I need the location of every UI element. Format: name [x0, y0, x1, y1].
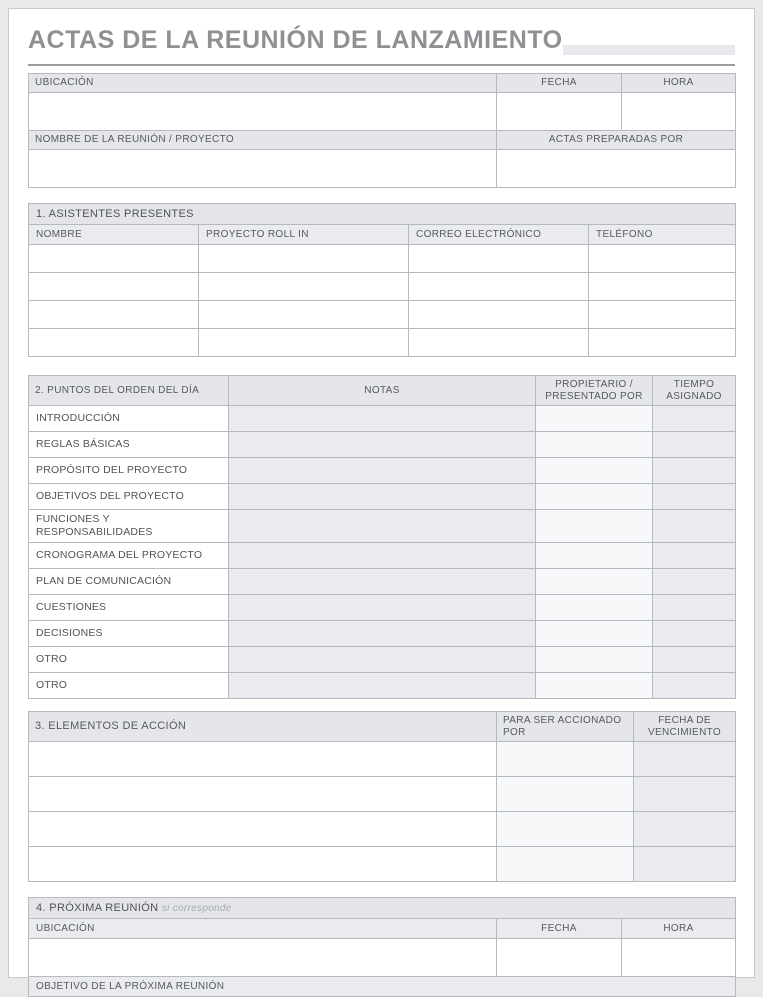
agenda-time-field[interactable] [653, 484, 736, 510]
attendee-row [29, 301, 736, 329]
attendee-name-field[interactable] [29, 245, 199, 273]
action-due-date-field[interactable] [634, 847, 736, 882]
agenda-row [29, 673, 736, 699]
agenda-owner-field[interactable] [536, 595, 653, 621]
date-field[interactable] [497, 93, 622, 131]
meeting-name-header: NOMBRE DE LA REUNIÓN / PROYECTO [29, 131, 497, 150]
agenda-time-field[interactable] [653, 673, 736, 699]
agenda-row [29, 569, 736, 595]
agenda-time-field[interactable] [653, 621, 736, 647]
agenda-time-field[interactable] [653, 432, 736, 458]
attendee-project-field[interactable] [199, 301, 409, 329]
attendee-row [29, 273, 736, 301]
next-meeting-section-title [29, 898, 736, 919]
agenda-row [29, 543, 736, 569]
agenda-item-label: OBJETIVOS DEL PROYECTO [29, 484, 229, 510]
page-title: ACTAS DE LA REUNIÓN DE LANZAMIENTO [28, 26, 563, 54]
agenda-notes-field[interactable] [229, 647, 536, 673]
agenda-item-label: INTRODUCCIÓN [29, 406, 229, 432]
agenda-notes-field[interactable] [229, 510, 536, 543]
header-corner-box [563, 45, 735, 55]
attendees-project-header: PROYECTO ROLL IN [199, 225, 409, 245]
agenda-item-label: OTRO [29, 673, 229, 699]
agenda-notes-field[interactable] [229, 595, 536, 621]
agenda-time-field[interactable] [653, 458, 736, 484]
agenda-item-label: FUNCIONES Y RESPONSABILIDADES [29, 510, 229, 543]
agenda-row [29, 432, 736, 458]
agenda-item-label: PLAN DE COMUNICACIÓN [29, 569, 229, 595]
next-meeting-note: si corresponde [161, 903, 232, 914]
location-field[interactable] [29, 93, 497, 131]
agenda-row [29, 647, 736, 673]
action-item-row [29, 812, 736, 847]
action-owner-field[interactable] [497, 742, 634, 777]
action-item-row [29, 742, 736, 777]
agenda-section-title: 2. PUNTOS DEL ORDEN DEL DÍA [29, 376, 229, 406]
agenda-row [29, 458, 736, 484]
agenda-item-label: CUESTIONES [29, 595, 229, 621]
agenda-time-field[interactable] [653, 569, 736, 595]
action-owner-field[interactable] [497, 847, 634, 882]
agenda-row [29, 621, 736, 647]
attendee-email-field[interactable] [409, 301, 589, 329]
action-owner-field[interactable] [497, 812, 634, 847]
attendee-email-field[interactable] [409, 245, 589, 273]
agenda-owner-field[interactable] [536, 543, 653, 569]
attendee-phone-field[interactable] [589, 301, 736, 329]
agenda-time-field[interactable] [653, 647, 736, 673]
action-due-date-field[interactable] [634, 742, 736, 777]
attendee-name-field[interactable] [29, 329, 199, 357]
actions-due-header: FECHA DE VENCIMIENTO [634, 712, 736, 742]
meeting-info-table [28, 73, 736, 188]
attendees-email-header: CORREO ELECTRÓNICO [409, 225, 589, 245]
agenda-owner-field[interactable] [536, 458, 653, 484]
agenda-item-label: REGLAS BÁSICAS [29, 432, 229, 458]
agenda-table [28, 375, 736, 699]
attendee-phone-field[interactable] [589, 329, 736, 357]
action-item-row [29, 777, 736, 812]
action-description-field[interactable] [29, 812, 497, 847]
action-description-field[interactable] [29, 847, 497, 882]
time-field[interactable] [622, 93, 736, 131]
action-due-date-field[interactable] [634, 812, 736, 847]
agenda-notes-field[interactable] [229, 673, 536, 699]
action-description-field[interactable] [29, 777, 497, 812]
action-due-date-field[interactable] [634, 777, 736, 812]
time-header: HORA [622, 74, 736, 93]
attendee-email-field[interactable] [409, 329, 589, 357]
next-time-header: HORA [622, 919, 736, 939]
attendees-phone-header: TELÉFONO [589, 225, 736, 245]
attendee-project-field[interactable] [199, 245, 409, 273]
agenda-notes-field[interactable] [229, 569, 536, 595]
agenda-time-field[interactable] [653, 406, 736, 432]
agenda-owner-field[interactable] [536, 647, 653, 673]
document-header [28, 25, 735, 66]
attendee-name-field[interactable] [29, 301, 199, 329]
action-owner-field[interactable] [497, 777, 634, 812]
agenda-time-field[interactable] [653, 510, 736, 543]
agenda-item-label: DECISIONES [29, 621, 229, 647]
attendee-row [29, 245, 736, 273]
action-description-field[interactable] [29, 742, 497, 777]
agenda-notes-header: NOTAS [229, 376, 536, 406]
attendee-name-field[interactable] [29, 273, 199, 301]
agenda-time-header: TIEMPO ASIGNADO [653, 376, 736, 406]
attendee-project-field[interactable] [199, 329, 409, 357]
actions-owner-header: PARA SER ACCIONADO POR [497, 712, 634, 742]
next-date-field[interactable] [497, 939, 622, 977]
agenda-time-field[interactable] [653, 595, 736, 621]
next-objective-header: OBJETIVO DE LA PRÓXIMA REUNIÓN [29, 977, 736, 997]
actions-section-title: 3. ELEMENTOS DE ACCIÓN [29, 712, 497, 742]
next-date-header: FECHA [497, 919, 622, 939]
action-item-row [29, 847, 736, 882]
agenda-row [29, 595, 736, 621]
agenda-row [29, 510, 736, 543]
agenda-notes-field[interactable] [229, 432, 536, 458]
agenda-notes-field[interactable] [229, 406, 536, 432]
prepared-by-header: ACTAS PREPARADAS POR [497, 131, 736, 150]
agenda-owner-header: PROPIETARIO / PRESENTADO POR [536, 376, 653, 406]
next-time-field[interactable] [622, 939, 736, 977]
prepared-by-field[interactable] [497, 150, 736, 188]
agenda-owner-field[interactable] [536, 673, 653, 699]
attendee-phone-field[interactable] [589, 245, 736, 273]
attendees-table [28, 203, 736, 357]
agenda-item-label: OTRO [29, 647, 229, 673]
next-meeting-table [28, 897, 736, 997]
next-location-header: UBICACIÓN [29, 919, 497, 939]
agenda-owner-field[interactable] [536, 510, 653, 543]
document-page [8, 8, 755, 992]
attendees-name-header: NOMBRE [29, 225, 199, 245]
attendee-row [29, 329, 736, 357]
date-header: FECHA [497, 74, 622, 93]
agenda-notes-field[interactable] [229, 458, 536, 484]
agenda-notes-field[interactable] [229, 543, 536, 569]
next-meeting-title-text: 4. PRÓXIMA REUNIÓN [36, 902, 159, 914]
meeting-name-field[interactable] [29, 150, 497, 188]
next-location-field[interactable] [29, 939, 497, 977]
agenda-item-label: CRONOGRAMA DEL PROYECTO [29, 543, 229, 569]
attendee-email-field[interactable] [409, 273, 589, 301]
agenda-owner-field[interactable] [536, 621, 653, 647]
agenda-time-field[interactable] [653, 543, 736, 569]
agenda-owner-field[interactable] [536, 432, 653, 458]
location-header: UBICACIÓN [29, 74, 497, 93]
agenda-row [29, 484, 736, 510]
agenda-owner-field[interactable] [536, 406, 653, 432]
agenda-item-label: PROPÓSITO DEL PROYECTO [29, 458, 229, 484]
agenda-notes-field[interactable] [229, 621, 536, 647]
action-items-table [28, 711, 736, 882]
attendees-section-title: 1. ASISTENTES PRESENTES [29, 204, 736, 225]
agenda-owner-field[interactable] [536, 569, 653, 595]
agenda-notes-field[interactable] [229, 484, 536, 510]
attendee-phone-field[interactable] [589, 273, 736, 301]
agenda-row [29, 406, 736, 432]
agenda-owner-field[interactable] [536, 484, 653, 510]
attendee-project-field[interactable] [199, 273, 409, 301]
